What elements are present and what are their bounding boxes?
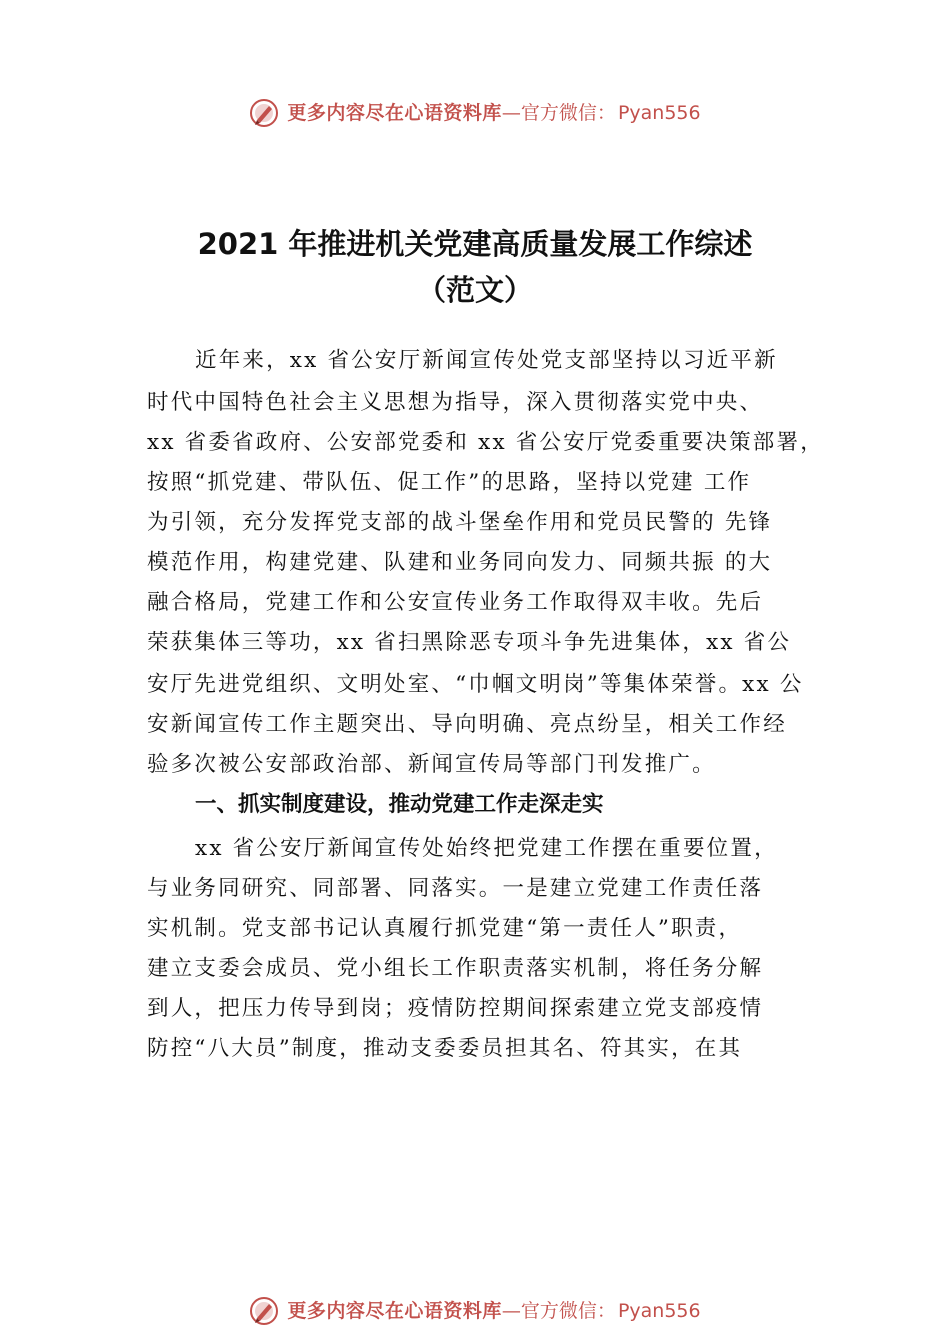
- watermark-footer: [0, 1296, 950, 1326]
- paragraph-line: 模范作用，构建党建、队建和业务同向发力、同频共振 的大: [147, 550, 773, 575]
- paragraph-line: 与业务同研究、同部署、同落实。一是建立党建工作责任落: [147, 876, 764, 901]
- watermark-header: [0, 98, 950, 128]
- pen-logo-icon: [249, 98, 279, 128]
- document-title-line-2: （范文）: [416, 273, 533, 307]
- watermark-sub-text: —官方微信：: [501, 102, 616, 124]
- paragraph-line: xx 省委省政府、公安部党委和 xx 省公安厅党委重要决策部署，: [147, 430, 824, 455]
- document-title-line-1: 2021 年推进机关党建高质量发展工作综述: [197, 227, 753, 261]
- paragraph-line: 到人，把压力传导到岗；疫情防控期间探索建立党支部疫情: [147, 996, 764, 1021]
- section-heading-1: 一、抓实制度建设，推动党建工作走深走实: [195, 792, 604, 817]
- paragraph-line: 实机制。党支部书记认真履行抓党建“第一责任人”职责，: [147, 916, 743, 941]
- paragraph-line: 安新闻宣传工作主题突出、导向明确、亮点纷呈，相关工作经: [147, 712, 787, 737]
- watermark-main-text: 更多内容尽在心语资料库: [287, 1300, 502, 1322]
- watermark-wechat-id: Pyan556: [617, 1300, 701, 1322]
- paragraph-line: 验多次被公安部政治部、新闻宣传局等部门刊发推广。: [147, 752, 716, 777]
- paragraph-line: 为引领，充分发挥党支部的战斗堡垒作用和党员民警的 先锋: [147, 510, 773, 535]
- watermark-wechat-id: Pyan556: [617, 102, 701, 124]
- paragraph-line: 荣获集体三等功，xx 省扫黑除恶专项斗争先进集体，xx 省公: [147, 630, 792, 655]
- paragraph-line: 防控“八大员”制度，推动支委委员担其名、符其实，在其: [147, 1036, 743, 1061]
- paragraph-line: 时代中国特色社会主义思想为指导，深入贯彻落实党中央、: [147, 390, 764, 415]
- paragraph-line: 建立支委会成员、党小组长工作职责落实机制，将任务分解: [147, 956, 764, 981]
- paragraph-line: 安厅先进党组织、文明处室、“巾帼文明岗”等集体荣誉。xx 公: [147, 672, 804, 697]
- paragraph-line: 按照“抓党建、带队伍、促工作”的思路，坚持以党建 工作: [147, 470, 752, 495]
- watermark-sub-text: —官方微信：: [501, 1300, 616, 1322]
- watermark-main-text: 更多内容尽在心语资料库: [287, 102, 502, 124]
- paragraph-line: 融合格局，党建工作和公安宣传业务工作取得双丰收。先后: [147, 590, 764, 615]
- paragraph-line: 近年来，xx 省公安厅新闻宣传处党支部坚持以习近平新: [195, 348, 778, 373]
- pen-logo-icon: [249, 1296, 279, 1326]
- paragraph-line: xx 省公安厅新闻宣传处始终把党建工作摆在重要位置，: [195, 836, 778, 861]
